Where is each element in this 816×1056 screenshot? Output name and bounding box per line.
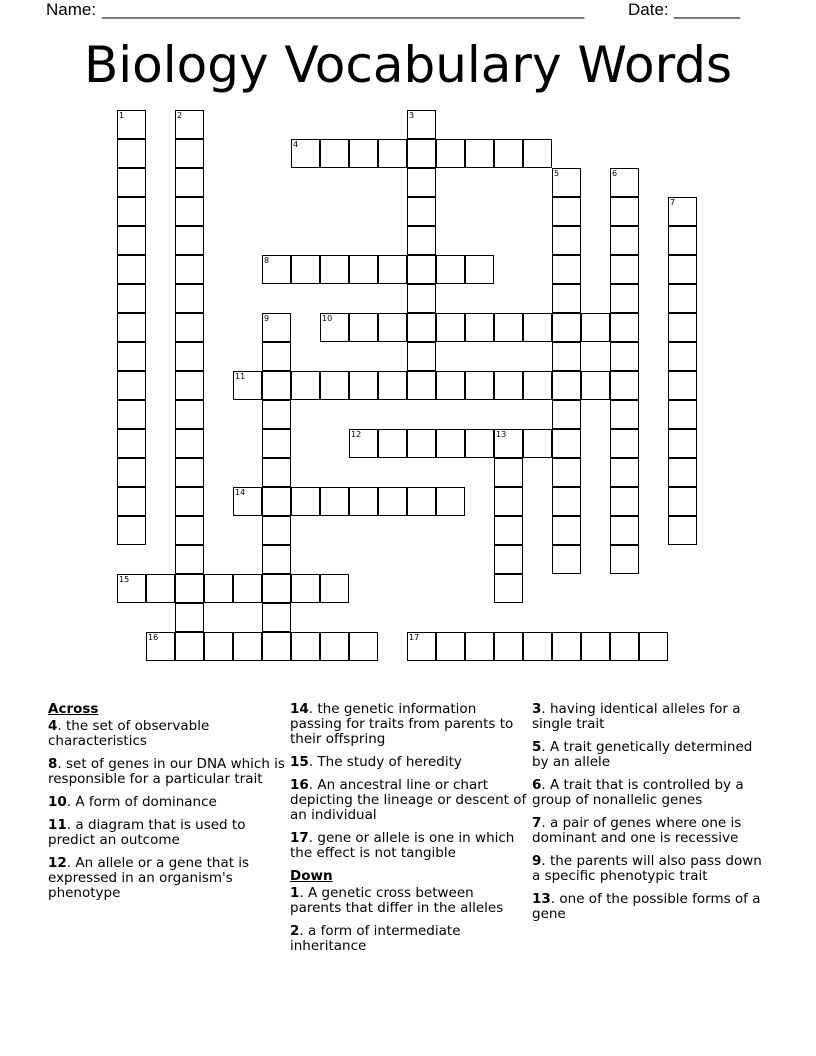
grid-cell[interactable] xyxy=(320,632,349,661)
grid-cell[interactable] xyxy=(349,255,378,284)
clue-text: one of the possible forms of a gene xyxy=(532,891,761,922)
grid-cell[interactable] xyxy=(378,371,407,400)
grid-cell[interactable] xyxy=(117,458,146,487)
clue-number: 2 xyxy=(177,111,183,120)
grid-cell[interactable] xyxy=(349,371,378,400)
grid-cell[interactable] xyxy=(552,545,581,574)
grid-cell[interactable] xyxy=(262,371,291,400)
grid-cell[interactable] xyxy=(262,574,291,603)
clue-number: 6 xyxy=(532,777,542,793)
clue-number: 6 xyxy=(612,169,618,178)
across-clue: 17. gene or allele is one in which the effect is not tangible xyxy=(290,830,515,861)
grid-cell[interactable] xyxy=(407,255,436,284)
grid-cell[interactable] xyxy=(610,458,639,487)
grid-cell[interactable] xyxy=(610,226,639,255)
grid-cell[interactable] xyxy=(262,429,291,458)
clue-number: 11 xyxy=(48,817,67,833)
grid-cell[interactable] xyxy=(523,139,552,168)
grid-cell[interactable] xyxy=(262,545,291,574)
grid-cell[interactable] xyxy=(233,574,262,603)
clue-text: the parents will also pass down a specific phenotypic trait xyxy=(532,853,762,884)
grid-cell[interactable] xyxy=(262,516,291,545)
clue-number: 9 xyxy=(264,314,270,323)
grid-cell[interactable] xyxy=(117,226,146,255)
clue-number: 10 xyxy=(322,314,333,323)
clue-number: 3 xyxy=(409,111,415,120)
grid-cell[interactable] xyxy=(378,313,407,342)
clue-number: 15 xyxy=(290,754,309,770)
grid-cell[interactable] xyxy=(262,313,291,342)
grid-cell[interactable] xyxy=(117,168,146,197)
grid-cell[interactable] xyxy=(175,371,204,400)
grid-cell[interactable] xyxy=(581,632,610,661)
grid-cell[interactable] xyxy=(436,429,465,458)
grid-cell[interactable] xyxy=(262,400,291,429)
grid-cell[interactable] xyxy=(668,313,697,342)
grid-cell[interactable] xyxy=(233,371,262,400)
grid-cell[interactable] xyxy=(262,632,291,661)
grid-cell[interactable] xyxy=(378,255,407,284)
grid-cell[interactable] xyxy=(175,487,204,516)
clue-number: 7 xyxy=(532,815,542,831)
grid-cell[interactable] xyxy=(117,110,146,139)
grid-cell[interactable] xyxy=(175,168,204,197)
clue-number: 14 xyxy=(290,701,309,717)
down-clue: 1. A genetic cross between parents that differ in the alleles xyxy=(290,885,504,916)
clue-number: 4 xyxy=(293,140,299,149)
grid-cell[interactable] xyxy=(552,400,581,429)
grid-cell[interactable] xyxy=(668,429,697,458)
grid-cell[interactable] xyxy=(610,255,639,284)
grid-cell[interactable] xyxy=(291,574,320,603)
grid-cell[interactable] xyxy=(175,226,204,255)
down-clue: 13. one of the possible forms of a gene xyxy=(532,891,761,922)
grid-cell[interactable] xyxy=(204,632,233,661)
grid-cell[interactable] xyxy=(262,487,291,516)
grid-cell[interactable] xyxy=(610,487,639,516)
clue-text: set of genes in our DNA which is responsible for a particular trait xyxy=(48,756,285,787)
grid-cell[interactable] xyxy=(233,487,262,516)
grid-cell[interactable] xyxy=(407,313,436,342)
grid-cell[interactable] xyxy=(494,545,523,574)
down-clue: 6. A trait that is controlled by a group of nonallelic genes xyxy=(532,777,744,808)
grid-cell[interactable] xyxy=(175,429,204,458)
grid-cell[interactable] xyxy=(378,487,407,516)
across-clue: 14. the genetic information passing for traits from parents to their offspring xyxy=(290,701,514,747)
grid-cell[interactable] xyxy=(465,632,494,661)
clue-text: a pair of genes where one is dominant and one is recessive xyxy=(532,815,742,846)
grid-cell[interactable] xyxy=(610,545,639,574)
clue-number: 1 xyxy=(119,111,125,120)
grid-cell[interactable] xyxy=(407,487,436,516)
grid-cell[interactable] xyxy=(407,429,436,458)
clue-number: 11 xyxy=(235,372,246,381)
grid-cell[interactable] xyxy=(668,371,697,400)
grid-cell[interactable] xyxy=(117,574,146,603)
grid-cell[interactable] xyxy=(407,632,436,661)
down-clue: 2. a form of intermediate inheritance xyxy=(290,923,461,954)
grid-cell[interactable] xyxy=(494,516,523,545)
clue-text: gene or allele is one in which the effect is not tangible xyxy=(290,830,515,861)
clues-column-1 xyxy=(48,702,286,909)
grid-cell[interactable] xyxy=(349,139,378,168)
grid-cell[interactable] xyxy=(668,487,697,516)
clue-number: 5 xyxy=(532,739,542,755)
grid-cell[interactable] xyxy=(436,313,465,342)
page-title: Biology Vocabulary Words xyxy=(83,36,733,94)
grid-cell[interactable] xyxy=(552,168,581,197)
across-clue: 8. set of genes in our DNA which is responsible for a particular trait xyxy=(48,756,285,787)
grid-cell[interactable] xyxy=(349,429,378,458)
clue-number: 13 xyxy=(496,430,507,439)
grid-cell[interactable] xyxy=(175,400,204,429)
clue-number: 8 xyxy=(264,256,270,265)
grid-cell[interactable] xyxy=(407,197,436,226)
grid-cell[interactable] xyxy=(378,139,407,168)
grid-cell[interactable] xyxy=(668,284,697,313)
across-clue: 11. a diagram that is used to predict an outcome xyxy=(48,817,246,848)
grid-cell[interactable] xyxy=(349,632,378,661)
grid-cell[interactable] xyxy=(117,284,146,313)
clue-number: 5 xyxy=(554,169,560,178)
grid-cell[interactable] xyxy=(465,313,494,342)
grid-cell[interactable] xyxy=(407,226,436,255)
across-heading: Across xyxy=(48,701,99,717)
grid-cell[interactable] xyxy=(610,400,639,429)
grid-cell[interactable] xyxy=(552,284,581,313)
clue-number: 3 xyxy=(532,701,542,717)
clue-text: A genetic cross between parents that differ in the alleles xyxy=(290,885,504,916)
grid-cell[interactable] xyxy=(552,632,581,661)
down-clue: 9. the parents will also pass down a specific phenotypic trait xyxy=(532,853,762,884)
grid-cell[interactable] xyxy=(117,429,146,458)
grid-cell[interactable] xyxy=(668,226,697,255)
clue-number: 7 xyxy=(670,198,676,207)
grid-cell[interactable] xyxy=(552,342,581,371)
clue-text: the genetic information passing for traits from parents to their offspring xyxy=(290,701,514,747)
grid-cell[interactable] xyxy=(175,632,204,661)
grid-cell[interactable] xyxy=(639,632,668,661)
grid-cell[interactable] xyxy=(291,632,320,661)
grid-cell[interactable] xyxy=(320,255,349,284)
grid-cell[interactable] xyxy=(436,371,465,400)
grid-cell[interactable] xyxy=(552,487,581,516)
grid-cell[interactable] xyxy=(523,313,552,342)
grid-cell[interactable] xyxy=(407,284,436,313)
grid-cell[interactable] xyxy=(117,487,146,516)
grid-cell[interactable] xyxy=(117,342,146,371)
across-clue: 15. The study of heredity xyxy=(290,754,462,770)
grid-cell[interactable] xyxy=(552,313,581,342)
grid-cell[interactable] xyxy=(668,197,697,226)
grid-cell[interactable] xyxy=(117,516,146,545)
grid-cell[interactable] xyxy=(320,371,349,400)
grid-cell[interactable] xyxy=(668,400,697,429)
clue-number: 4 xyxy=(48,718,58,734)
grid-cell[interactable] xyxy=(668,516,697,545)
grid-cell[interactable] xyxy=(320,574,349,603)
grid-cell[interactable] xyxy=(233,632,262,661)
clue-number: 17 xyxy=(290,830,309,846)
down-clue: 3. having identical alleles for a single trait xyxy=(532,701,741,732)
grid-cell[interactable] xyxy=(175,458,204,487)
grid-cell[interactable] xyxy=(291,487,320,516)
clues-column-2 xyxy=(290,702,528,962)
grid-cell[interactable] xyxy=(465,139,494,168)
grid-cell[interactable] xyxy=(552,458,581,487)
name-label: Name: xyxy=(46,0,97,19)
grid-cell[interactable] xyxy=(349,487,378,516)
grid-cell[interactable] xyxy=(581,371,610,400)
grid-cell[interactable] xyxy=(610,342,639,371)
grid-cell[interactable] xyxy=(407,110,436,139)
grid-cell[interactable] xyxy=(465,371,494,400)
across-clue: 10. A form of dominance xyxy=(48,794,217,810)
clue-text: a form of intermediate inheritance xyxy=(290,923,461,954)
clue-text: a diagram that is used to predict an outcome xyxy=(48,817,246,848)
grid-cell[interactable] xyxy=(378,429,407,458)
across-clue: 4. the set of observable characteristics xyxy=(48,718,210,749)
grid-cell[interactable] xyxy=(668,458,697,487)
down-heading: Down xyxy=(290,868,333,884)
grid-cell[interactable] xyxy=(610,284,639,313)
grid-cell[interactable] xyxy=(320,313,349,342)
clue-number: 14 xyxy=(235,488,246,497)
grid-cell[interactable] xyxy=(610,197,639,226)
grid-cell[interactable] xyxy=(175,110,204,139)
grid-cell[interactable] xyxy=(523,429,552,458)
grid-cell[interactable] xyxy=(610,516,639,545)
grid-cell[interactable] xyxy=(668,255,697,284)
grid-cell[interactable] xyxy=(494,313,523,342)
down-clue: 7. a pair of genes where one is dominant and one is recessive xyxy=(532,815,742,846)
grid-cell[interactable] xyxy=(610,371,639,400)
grid-cell[interactable] xyxy=(117,371,146,400)
clue-number: 8 xyxy=(48,756,58,772)
date-line[interactable]: _______ xyxy=(674,0,741,19)
grid-cell[interactable] xyxy=(552,197,581,226)
grid-cell[interactable] xyxy=(262,255,291,284)
grid-cell[interactable] xyxy=(320,139,349,168)
clue-text: An allele or a gene that is expressed in an organism's phenotype xyxy=(48,855,250,901)
grid-cell[interactable] xyxy=(291,139,320,168)
grid-cell[interactable] xyxy=(262,603,291,632)
grid-cell[interactable] xyxy=(407,342,436,371)
grid-cell[interactable] xyxy=(465,255,494,284)
clue-number: 2 xyxy=(290,923,300,939)
grid-cell[interactable] xyxy=(581,313,610,342)
grid-cell[interactable] xyxy=(262,458,291,487)
grid-cell[interactable] xyxy=(117,313,146,342)
grid-cell[interactable] xyxy=(175,545,204,574)
clue-number: 17 xyxy=(409,633,420,642)
grid-cell[interactable] xyxy=(523,632,552,661)
grid-cell[interactable] xyxy=(291,371,320,400)
grid-cell[interactable] xyxy=(407,168,436,197)
date-label: Date: xyxy=(628,0,669,19)
grid-cell[interactable] xyxy=(436,632,465,661)
clue-number: 9 xyxy=(532,853,542,869)
grid-cell[interactable] xyxy=(291,255,320,284)
grid-cell[interactable] xyxy=(204,574,233,603)
grid-cell[interactable] xyxy=(552,516,581,545)
grid-cell[interactable] xyxy=(494,574,523,603)
grid-cell[interactable] xyxy=(175,603,204,632)
grid-cell[interactable] xyxy=(494,139,523,168)
clue-text: A trait genetically determined by an allele xyxy=(532,739,753,770)
grid-cell[interactable] xyxy=(320,487,349,516)
grid-cell[interactable] xyxy=(668,342,697,371)
clue-number: 12 xyxy=(351,430,362,439)
clue-number: 16 xyxy=(290,777,309,793)
clue-text: The study of heredity xyxy=(317,754,462,770)
across-clue: 12. An allele or a gene that is expressed in an organism's phenotype xyxy=(48,855,250,901)
clues-column-3 xyxy=(532,702,770,930)
grid-cell[interactable] xyxy=(610,632,639,661)
clue-number: 15 xyxy=(119,575,130,584)
grid-cell[interactable] xyxy=(436,487,465,516)
clue-text: An ancestral line or chart depicting the lineage or descent of an individual xyxy=(290,777,527,823)
grid-cell[interactable] xyxy=(175,139,204,168)
clue-number: 12 xyxy=(48,855,67,871)
grid-cell[interactable] xyxy=(552,255,581,284)
across-clue: 16. An ancestral line or chart depicting the lineage or descent of an individual xyxy=(290,777,527,823)
grid-cell[interactable] xyxy=(494,429,523,458)
grid-cell[interactable] xyxy=(494,458,523,487)
grid-cell[interactable] xyxy=(465,429,494,458)
grid-cell[interactable] xyxy=(175,342,204,371)
clue-text: having identical alleles for a single trait xyxy=(532,701,741,732)
grid-cell[interactable] xyxy=(175,284,204,313)
grid-cell[interactable] xyxy=(146,574,175,603)
clue-number: 1 xyxy=(290,885,300,901)
grid-cell[interactable] xyxy=(175,313,204,342)
clue-text: A trait that is controlled by a group of nonallelic genes xyxy=(532,777,744,808)
grid-cell[interactable] xyxy=(494,487,523,516)
clue-number: 10 xyxy=(48,794,67,810)
grid-cell[interactable] xyxy=(494,632,523,661)
down-clue: 5. A trait genetically determined by an allele xyxy=(532,739,753,770)
grid-cell[interactable] xyxy=(494,371,523,400)
clue-number: 16 xyxy=(148,633,159,642)
grid-cell[interactable] xyxy=(117,255,146,284)
grid-cell[interactable] xyxy=(552,226,581,255)
grid-cell[interactable] xyxy=(610,313,639,342)
grid-cell[interactable] xyxy=(407,139,436,168)
name-line[interactable]: ___________________________________________________ xyxy=(102,0,585,19)
grid-cell[interactable] xyxy=(117,139,146,168)
clue-text: A form of dominance xyxy=(75,794,217,810)
clue-text: the set of observable characteristics xyxy=(48,718,210,749)
clue-number: 13 xyxy=(532,891,551,907)
grid-cell[interactable] xyxy=(262,342,291,371)
grid-cell[interactable] xyxy=(407,371,436,400)
grid-cell[interactable] xyxy=(117,400,146,429)
grid-cell[interactable] xyxy=(175,574,204,603)
grid-cell[interactable] xyxy=(523,371,552,400)
grid-cell[interactable] xyxy=(610,168,639,197)
grid-cell[interactable] xyxy=(552,371,581,400)
grid-cell[interactable] xyxy=(349,313,378,342)
grid-cell[interactable] xyxy=(146,632,175,661)
grid-cell[interactable] xyxy=(436,255,465,284)
grid-cell[interactable] xyxy=(436,139,465,168)
grid-cell[interactable] xyxy=(175,516,204,545)
grid-cell[interactable] xyxy=(610,429,639,458)
grid-cell[interactable] xyxy=(175,255,204,284)
grid-cell[interactable] xyxy=(117,197,146,226)
grid-cell[interactable] xyxy=(175,197,204,226)
grid-cell[interactable] xyxy=(552,429,581,458)
